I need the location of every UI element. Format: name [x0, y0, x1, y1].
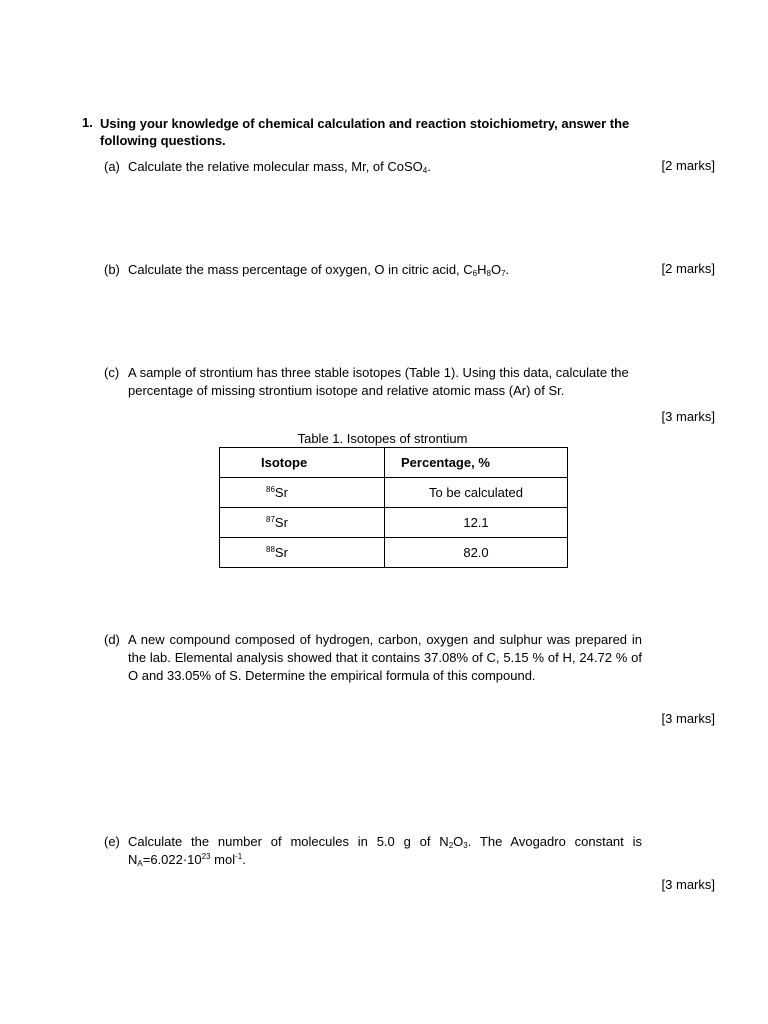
part-e-label: (e): [104, 834, 120, 849]
part-a-text: Calculate the relative molecular mass, Mr, of CoSO$_4$.: [128, 159, 431, 175]
percentage-cell: To be calculated: [385, 478, 568, 508]
isotope-cell: $^{88}$Sr: [220, 538, 385, 568]
part-b-label: (b): [104, 262, 120, 277]
part-c-text: A sample of strontium has three stable isotopes (Table 1). Using this data, calculate the percentage of missing strontium isotope and relative atomic mass (Ar) of Sr.: [128, 365, 629, 398]
part-b-marks: [2 marks]: [661, 261, 715, 276]
table-row: [220, 538, 568, 568]
question-number: 1.: [82, 115, 93, 130]
table-row: [220, 478, 568, 508]
percentage-cell: 82.0: [385, 538, 568, 568]
header-isotope: Isotope: [220, 448, 385, 478]
part-d-label: (d): [104, 632, 120, 647]
part-e-text: Calculate the number of molecules in 5.0 g of $N_2O_3$. The Avogadro constant is $N_A=6.022\cdot 10^{23}$ mol$^{-1}$.: [128, 834, 642, 868]
part-d-text: A new compound composed of hydrogen, carbon, oxygen and sulphur was prepared in the lab. Elemental analysis showed that it contains 37.08% of C, 5.15 % of H, 24.72 % of O and 33.05% of S. Determine the empirical formula of this compound.: [128, 632, 642, 683]
part-d-marks: [3 marks]: [661, 711, 715, 726]
part-e-marks: [3 marks]: [661, 877, 715, 892]
table-caption: Table 1. Isotopes of strontium: [297, 431, 468, 446]
part-c-label: (c): [104, 365, 120, 380]
isotope-cell: $^{86}$Sr: [220, 478, 385, 508]
part-b-text: Calculate the mass percentage of oxygen, O in citric acid, $C_6H_8O_7$.: [128, 262, 510, 278]
table-header-row: [220, 448, 568, 478]
question-stem: Using your knowledge of chemical calculation and reaction stoichiometry, answer the following questions.: [100, 116, 630, 148]
percentage-cell: 12.1: [385, 508, 568, 538]
table-row: [220, 508, 568, 538]
isotopes-table: [219, 447, 568, 568]
isotope-cell: $^{87}$Sr: [220, 508, 385, 538]
header-percentage: Percentage, %: [385, 448, 568, 478]
part-a-label: (a): [104, 159, 120, 174]
part-a-marks: [2 marks]: [661, 158, 715, 173]
part-c-marks: [3 marks]: [661, 409, 715, 424]
